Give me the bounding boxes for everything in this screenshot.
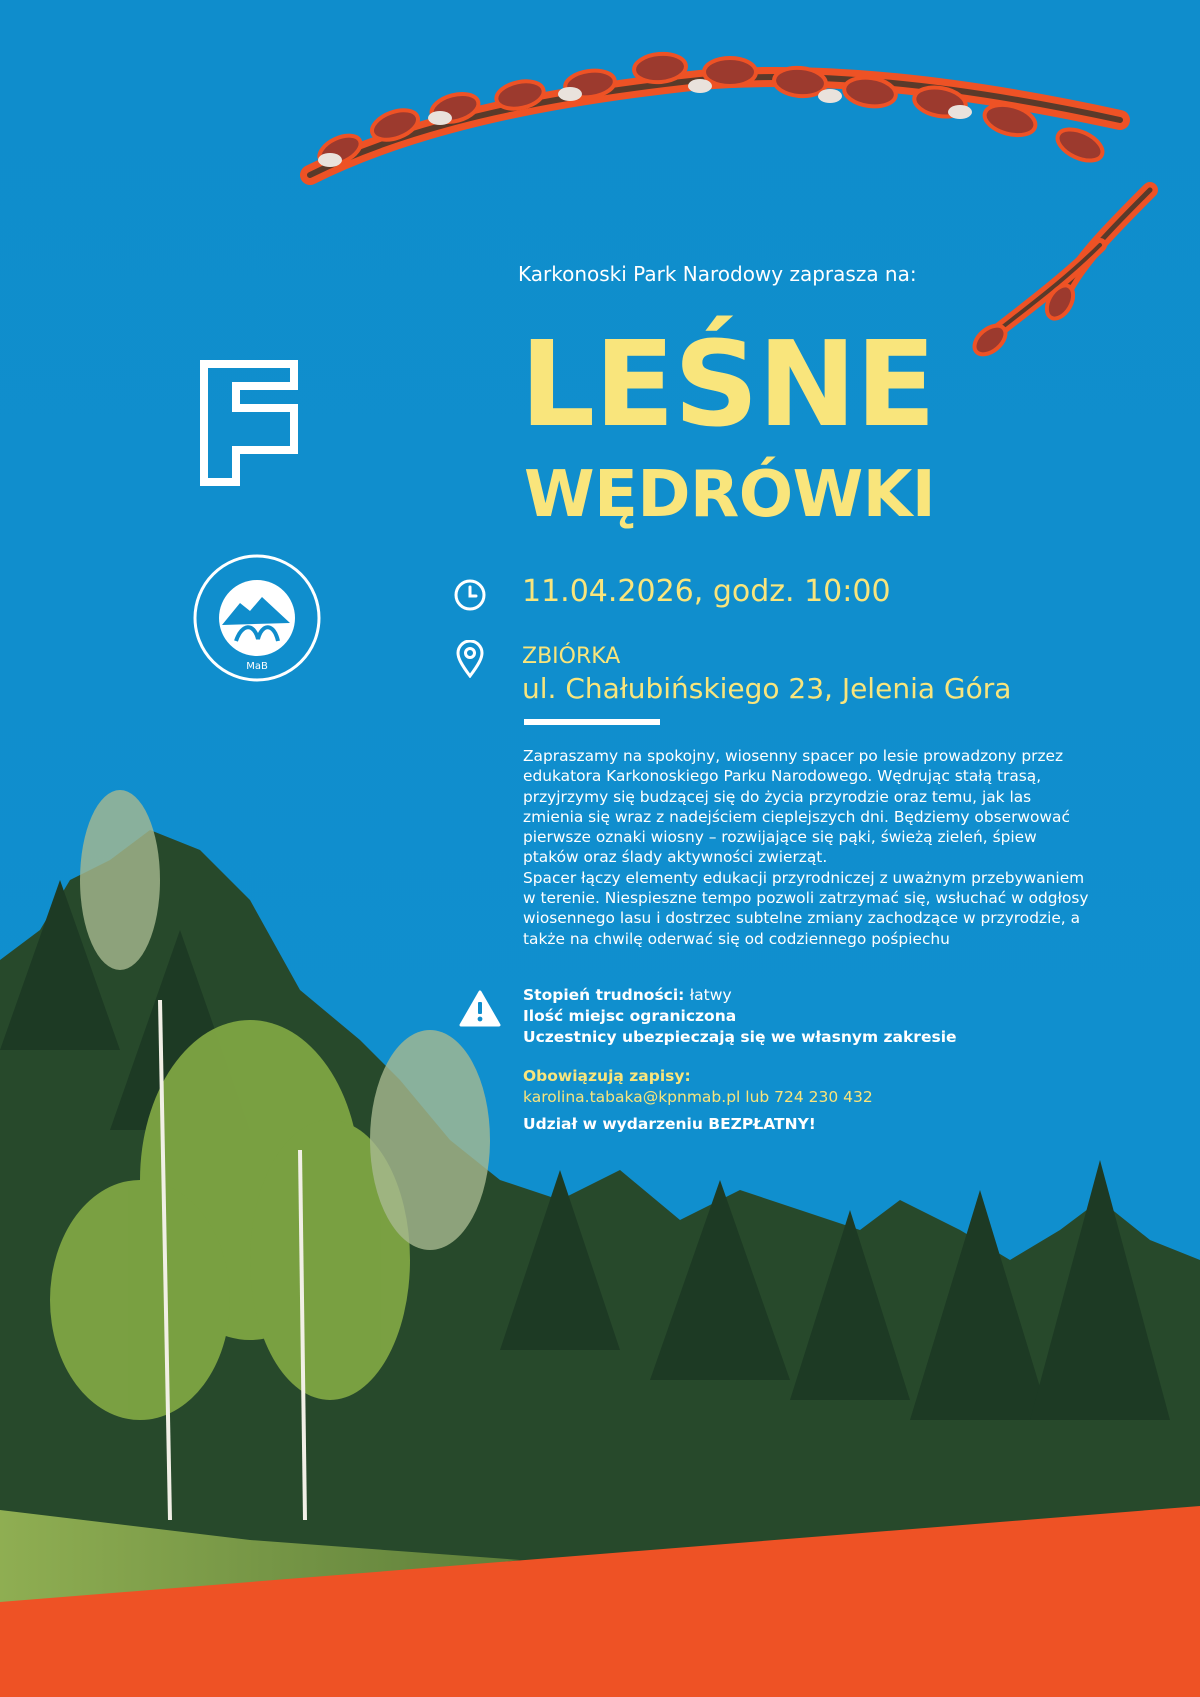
warning-icon <box>459 990 501 1028</box>
difficulty-value: łatwy <box>689 986 732 1004</box>
location-pin-icon <box>455 640 485 678</box>
meeting-address: ul. Chałubińskiego 23, Jelenia Góra <box>522 672 1012 705</box>
title-line-2: WĘDRÓWKI <box>524 458 936 532</box>
limited-places: Ilość miejsc ograniczona <box>523 1007 737 1025</box>
intro-text: Karkonoski Park Narodowy zaprasza na: <box>518 262 917 286</box>
f-logo-icon <box>196 356 302 490</box>
event-description <box>523 746 1093 949</box>
event-notes <box>523 985 957 1048</box>
description-paragraph: Spacer łączy elementy edukacji przyrodniczej z uważnym przebywaniem w terenie. Niespieszne tempo pozwoli zatrzymać się, wsłuchać w odgłosy wiosennego lasu i dostrzec subtelne zmiany zachodzące w przyrodzie, a także na chwilę oderwać się od codziennego pośpiechu <box>523 868 1089 948</box>
difficulty-row <box>523 985 957 1006</box>
signup-label: Obowiązują zapisy: <box>523 1067 691 1085</box>
clock-icon <box>453 578 487 612</box>
title-line-1: LEŚNE <box>520 315 936 453</box>
event-datetime: 11.04.2026, godz. 10:00 <box>522 574 891 609</box>
meeting-label: ZBIÓRKA <box>522 644 621 669</box>
difficulty-label: Stopień trudności: <box>523 986 685 1004</box>
free-participation: Udział w wydarzeniu BEZPŁATNY! <box>523 1115 816 1133</box>
signup-contact[interactable]: karolina.tabaka@kpnmab.pl lub 724 230 432 <box>523 1088 873 1106</box>
seal-mab-text: MaB <box>246 661 268 672</box>
divider <box>524 719 660 725</box>
park-seal-logo <box>192 553 322 683</box>
description-paragraph: Zapraszamy na spokojny, wiosenny spacer po lesie prowadzony przez edukatora Karkonoskiego Parku Narodowego. Wędrując stałą trasą, przyjrzymy się budzącej się do życia przyrodzie oraz temu, jak las zmienia się wraz z nadejściem cieplejszych dni. Będziemy obserwować pierwsze oznaki wiosny – rozwijające się pąki, świeżą zieleń, śpiew ptaków oraz ślady aktywności zwierząt. <box>523 747 1070 867</box>
insurance-note: Uczestnicy ubezpieczają się we własnym zakresie <box>523 1028 957 1046</box>
